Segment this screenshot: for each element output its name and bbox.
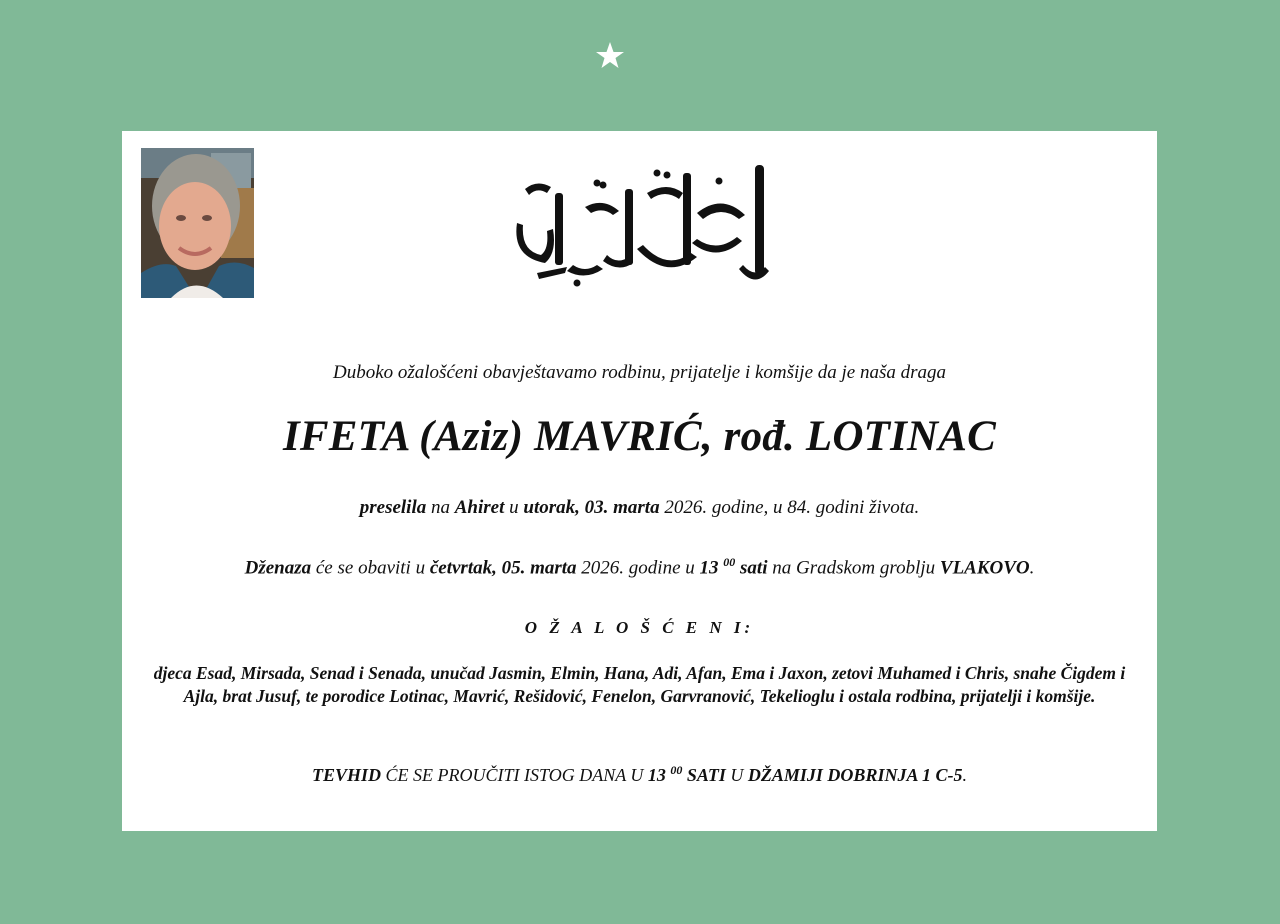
arabic-calligraphy-irtihal-dar-baqa [507,153,777,293]
portrait-photo [141,148,254,298]
mourners-list: djeca Esad, Mirsada, Senad i Senada, unučad Jasmin, Elmin, Hana, Adi, Afan, Ema i Jaxon, zetovi Muhamed i Chris, snahe Čigdem i Ajla, brat Jusuf, te porodice Lotinac, Mavrić, Rešidović, Fenelon, Garvranović, Tekelioglu i ostala rodbina, prijatelji i komšije. [153,663,1126,706]
funeral-day: četvrtak, 05. marta [429,557,577,579]
tevhid-line: TEVHID ĆE SE PROUČITI ISTOG DANA U 13 $^{00}$ SATI U DŽAMIJI DOBRINJA 1 C-5. [312,763,967,785]
intro-text: Duboko ožalošćeni obavještavamo rodbinu, prijatelje i komšije da je naša draga [332,362,947,383]
tevhid-place: DŽAMIJI DOBRINJA 1 C-5 [747,765,963,785]
death-place: Ahiret [454,497,505,518]
deceased-name: IFETA (Aziz) MAVRIĆ, rođ. LOTINAC [282,413,997,460]
crescent-star-icon [588,16,694,120]
death-verb: preselila [359,497,427,518]
funeral-line: Dženaza će se obaviti u četvrtak, 05. marta 2026. godine u 13 $^{00}$ sati na Gradskom groblju VLAKOVO. [244,555,1035,579]
mourners-heading: O Ž A L O Š Ć E N I: [524,618,755,637]
tevhid-minutes: 00 [670,763,683,777]
obituary-card [122,131,1157,831]
death-day: utorak, 03. marta [523,497,660,518]
death-notice-line: preselila na Ahiret u utorak, 03. marta 2026. godine, u 84. godini života. [359,497,920,518]
funeral-cemetery: VLAKOVO [939,557,1030,579]
funeral-hour: 13 [699,557,719,579]
funeral-lead: Dženaza [244,557,312,579]
funeral-minutes: 00 [723,555,736,569]
tevhid-lead: TEVHID [312,765,382,785]
tevhid-hour: 13 [647,765,666,785]
